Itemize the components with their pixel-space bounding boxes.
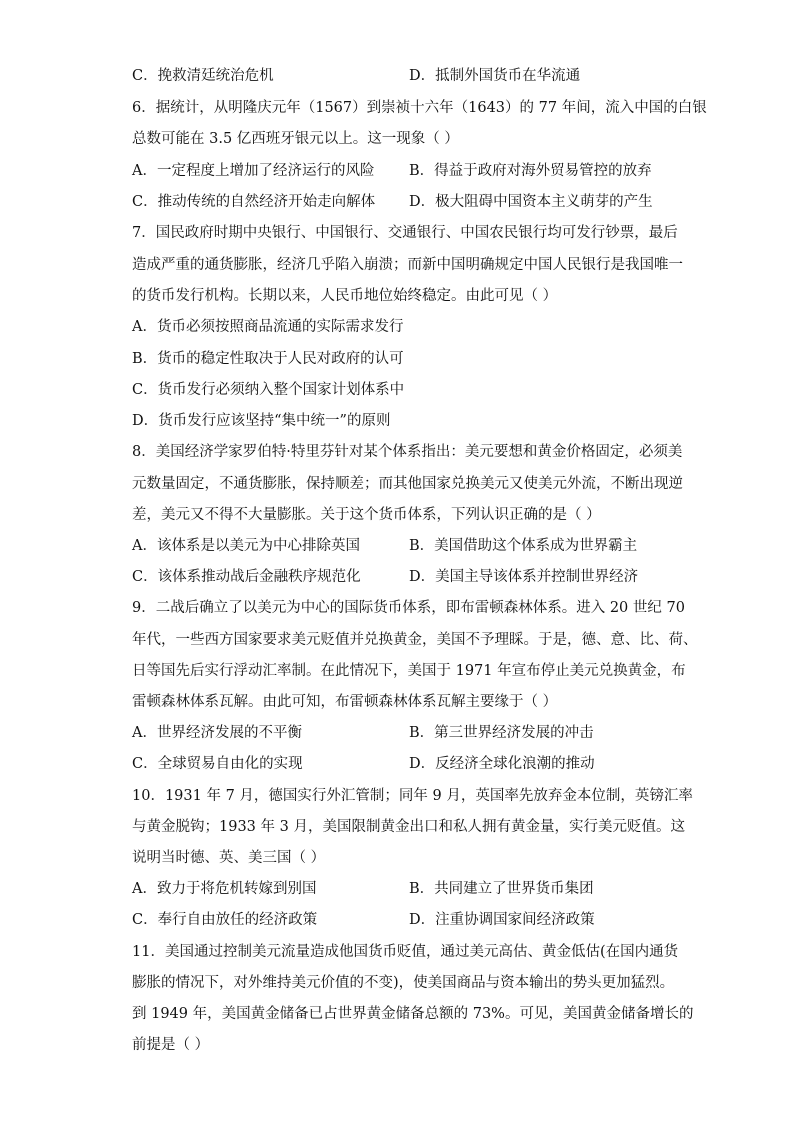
q10-stem-line-3: 说明当时德、英、美三国（ ） [132, 850, 326, 866]
q6-option-d: D．极大阻碍中国资本主义萌芽的产生 [409, 194, 653, 210]
q6-stem-line-2: 总数可能在 3.5 亿西班牙银元以上。这一现象（ ） [132, 131, 459, 147]
q11-stem-line-4: 前提是（ ） [132, 1037, 210, 1053]
q7-option-d: D．货币发行应该坚持“集中统一”的原则 [132, 413, 391, 429]
q10-option-a: A．致力于将危机转嫁到别国 [132, 881, 317, 897]
q9-stem-line-1: 9．二战后确立了以美元为中心的国际货币体系，即布雷顿森林体系。进入 20 世纪 70 [132, 600, 685, 616]
q8-stem-line-1: 8．美国经济学家罗伯特·特里芬针对某个体系指出：美元要想和黄金价格固定，必须美 [132, 444, 683, 460]
q9-option-b: B．第三世界经济发展的冲击 [409, 725, 594, 741]
q6-option-a: A．一定程度上增加了经济运行的风险 [132, 163, 375, 179]
q6-stem-line-1: 6．据统计，从明隆庆元年（1567）到崇祯十六年（1643）的 77 年间，流入中国的白银 [132, 100, 707, 116]
q7-stem-line-1: 7．国民政府时期中央银行、中国银行、交通银行、中国农民银行均可发行钞票，最后 [132, 225, 678, 241]
q6-option-b: B．得益于政府对海外贸易管控的放弃 [409, 163, 652, 179]
q9-stem-line-2: 年代，一些西方国家要求美元贬值并兑换黄金，美国不予理睬。于是，德、意、比、荷、 [132, 632, 698, 648]
q11-stem-line-3: 到 1949 年，美国黄金储备已占世界黄金储备总额的 73%。可见，美国黄金储备增长的 [132, 1006, 694, 1022]
q9-stem-line-3: 日等国先后实行浮动汇率制。在此情况下，美国于 1971 年宣布停止美元兑换黄金，布 [132, 663, 686, 679]
q8-option-d: D．美国主导该体系并控制世界经济 [409, 569, 639, 585]
q9-option-c: C．全球贸易自由化的实现 [132, 756, 303, 772]
q7-stem-line-3: 的货币发行机构。长期以来，人民币地位始终稳定。由此可见（ ） [132, 288, 558, 304]
q7-option-c: C．货币发行必须纳入整个国家计划体系中 [132, 382, 405, 398]
q7-option-b: B．货币的稳定性取决于人民对政府的认可 [132, 351, 404, 367]
q10-option-b: B．共同建立了世界货币集团 [409, 881, 594, 897]
q7-stem-line-2: 造成严重的通货膨胀，经济几乎陷入崩溃；而新中国明确规定中国人民银行是我国唯一 [132, 257, 683, 273]
q8-option-b: B．美国借助这个体系成为世界霸主 [409, 538, 638, 554]
q9-option-a: A．世界经济发展的不平衡 [132, 725, 302, 741]
q8-stem-line-2: 元数量固定，不通货膨胀，保持顺差；而其他国家兑换美元又使美元外流，不断出现逆 [132, 476, 683, 492]
q10-option-c: C．奉行自由放任的经济政策 [132, 912, 318, 928]
q9-option-d: D．反经济全球化浪潮的推动 [409, 756, 595, 772]
q6-option-c: C．推动传统的自然经济开始走向解体 [132, 194, 376, 210]
q11-stem-line-2: 膨胀的情况下，对外维持美元价值的不变)，使美国商品与资本输出的势头更加猛烈。 [132, 975, 675, 991]
q8-option-c: C．该体系推动战后金融秩序规范化 [132, 569, 361, 585]
q5-option-d: D．抵制外国货币在华流通 [409, 68, 581, 84]
q10-option-d: D．注重协调国家间经济政策 [409, 912, 595, 928]
q8-option-a: A．该体系是以美元为中心排除英国 [132, 538, 360, 554]
q8-stem-line-3: 差，美元又不得不大量膨胀。关于这个货币体系，下列认识正确的是（ ） [132, 507, 601, 523]
q9-stem-line-4: 雷顿森林体系瓦解。由此可知，布雷顿森林体系瓦解主要缘于（ ） [132, 694, 558, 710]
q5-option-c: C．挽救清廷统治危机 [132, 68, 274, 84]
q10-stem-line-1: 10．1931 年 7 月，德国实行外汇管制；同年 9 月，英国率先放弃金本位制，英镑汇率 [132, 788, 693, 804]
q7-option-a: A．货币必须按照商品流通的实际需求发行 [132, 319, 404, 335]
q11-stem-line-1: 11．美国通过控制美元流量造成他国货币贬值，通过美元高估、黄金低估(在国内通货 [132, 944, 679, 960]
q10-stem-line-2: 与黄金脱钩；1933 年 3 月，美国限制黄金出口和私人拥有黄金量，实行美元贬值。这 [132, 819, 685, 835]
